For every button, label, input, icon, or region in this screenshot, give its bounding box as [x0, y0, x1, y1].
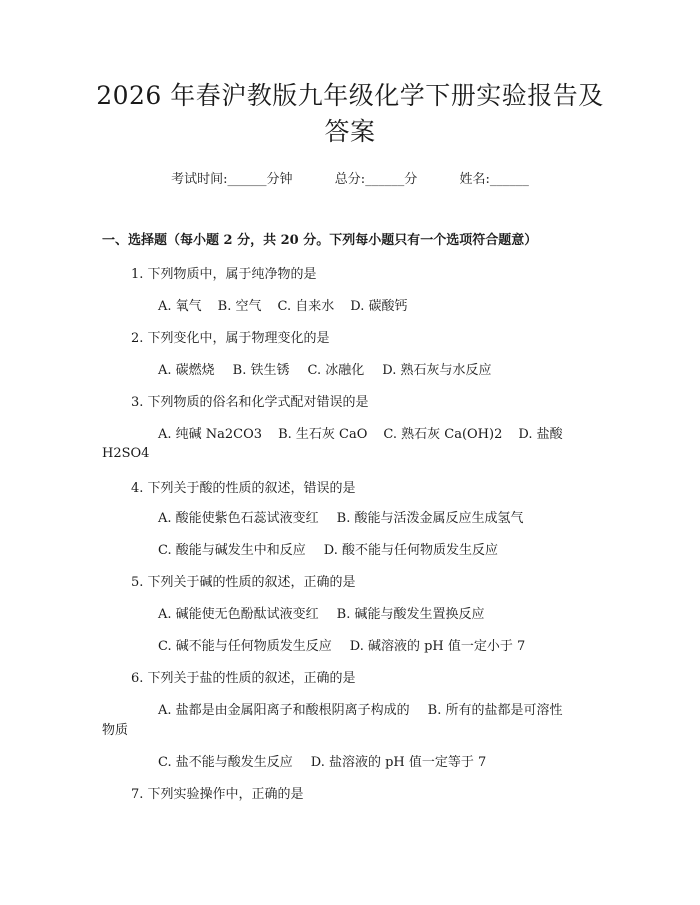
- option: B. 空气: [217, 299, 262, 314]
- option: D. 酸不能与任何物质发生反应: [323, 543, 498, 558]
- option: C. 盐不能与酸发生反应: [158, 755, 293, 770]
- option: A. 碱能使无色酚酞试液变红: [158, 607, 319, 622]
- title-line-2: 答案: [324, 117, 376, 146]
- option: D. 盐酸: [518, 427, 563, 442]
- option: A. 氧气: [158, 299, 202, 314]
- option: B. 碱能与酸发生置换反应: [336, 607, 485, 622]
- time-label: 考试时间:: [171, 172, 228, 187]
- question-1-options: [158, 295, 407, 314]
- score-blank: ______: [365, 172, 405, 187]
- option: C. 酸能与碱发生中和反应: [158, 543, 306, 558]
- title-line-1: 2026 年春沪教版九年级化学下册实验报告及: [96, 81, 604, 110]
- question-3-options: [158, 423, 563, 442]
- question-5-options-row1: [158, 603, 484, 622]
- question-4-options-row2: [158, 539, 498, 558]
- question-5-options-row2: [158, 635, 525, 654]
- question-3-wrap: H2SO4: [102, 446, 150, 461]
- section-heading: 一、选择题（每小题 2 分，共 20 分。下列每小题只有一个选项符合题意）: [102, 233, 538, 248]
- name-label: 姓名:: [459, 172, 490, 187]
- exam-info-row: [0, 168, 700, 187]
- question-5-stem: 5. 下列关于碱的性质的叙述，正确的是: [131, 575, 356, 590]
- option: A. 纯碱 Na2CO3: [158, 427, 263, 442]
- question-4-options-row1: [158, 507, 523, 526]
- question-6-options-row1: [158, 699, 562, 718]
- option: B. 酸能与活泼金属反应生成氢气: [336, 511, 524, 526]
- option: B. 所有的盐都是可溶性: [427, 703, 563, 718]
- option: D. 碱溶液的 pH 值一定小于 7: [349, 639, 526, 654]
- question-1-stem: 1. 下列物质中，属于纯净物的是: [131, 267, 317, 282]
- question-2-stem: 2. 下列变化中，属于物理变化的是: [131, 331, 330, 346]
- option: C. 碱不能与任何物质发生反应: [158, 639, 332, 654]
- question-4-stem: 4. 下列关于酸的性质的叙述，错误的是: [131, 481, 356, 496]
- score-unit: 分: [404, 172, 418, 187]
- option: C. 冰融化: [307, 363, 365, 378]
- option: C. 熟石灰 Ca(OH)2: [383, 427, 503, 442]
- option: D. 熟石灰与水反应: [382, 363, 492, 378]
- time-blank: ______: [227, 172, 267, 187]
- question-6-stem: 6. 下列关于盐的性质的叙述，正确的是: [131, 671, 356, 686]
- option: D. 碳酸钙: [350, 299, 408, 314]
- question-7-stem: 7. 下列实验操作中，正确的是: [131, 787, 304, 802]
- option: C. 自来水: [277, 299, 335, 314]
- question-6-wrap: 物质: [102, 723, 129, 738]
- option: A. 酸能使紫色石蕊试液变红: [158, 511, 319, 526]
- question-6-options-row2: [158, 751, 486, 770]
- question-2-options: [158, 359, 491, 378]
- option: B. 铁生锈: [232, 363, 290, 378]
- time-unit: 分钟: [266, 172, 293, 187]
- option: B. 生石灰 CaO: [278, 427, 368, 442]
- question-3-stem: 3. 下列物质的俗名和化学式配对错误的是: [131, 395, 369, 410]
- score-label: 总分:: [334, 172, 366, 187]
- name-blank: ______: [489, 172, 529, 187]
- option: A. 盐都是由金属阳离子和酸根阴离子构成的: [158, 703, 410, 718]
- option: A. 碳燃烧: [158, 363, 215, 378]
- option: D. 盐溶液的 pH 值一定等于 7: [310, 755, 487, 770]
- page-title: [60, 78, 640, 150]
